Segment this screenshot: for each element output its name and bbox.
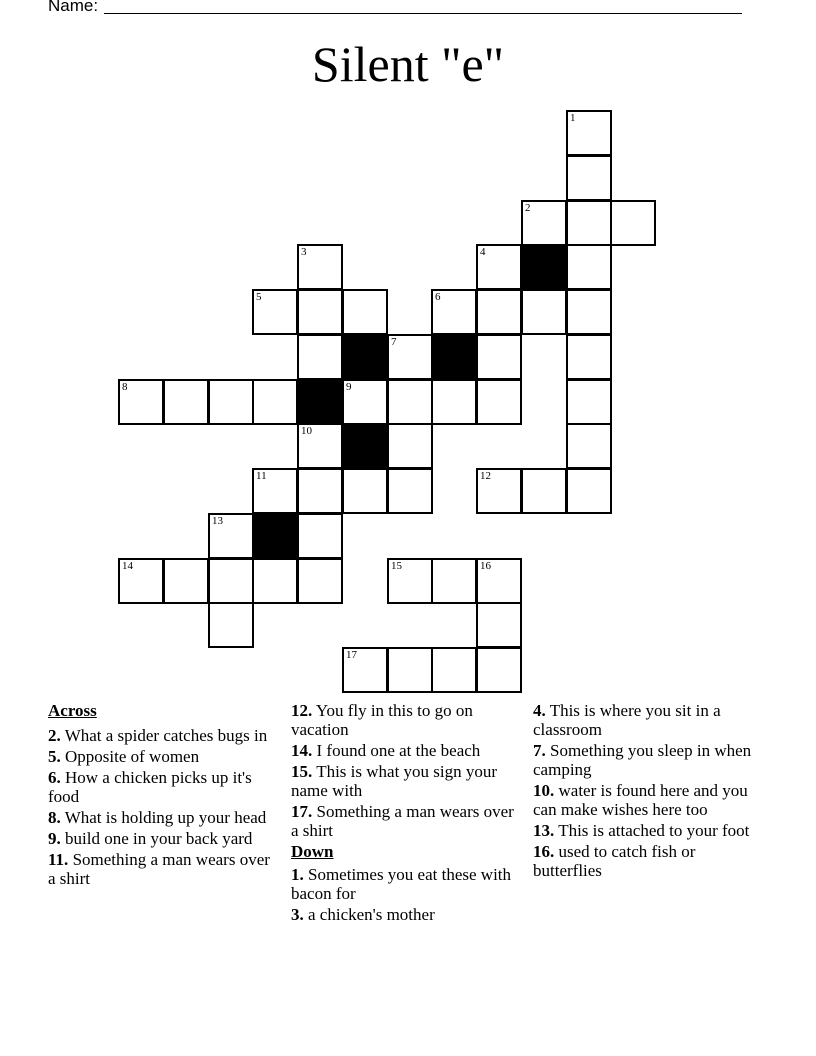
clue-number: 3.	[291, 905, 304, 924]
clue-text: I found one at the beach	[312, 741, 481, 760]
crossword-cell[interactable]	[297, 513, 343, 559]
clue-number: 11	[256, 470, 267, 482]
clue-text: This is where you sit in a classroom	[533, 701, 721, 739]
clue-item	[533, 741, 759, 779]
crossword-cell[interactable]	[476, 558, 522, 604]
black-square	[431, 334, 477, 380]
crossword-cell[interactable]	[566, 200, 612, 246]
clue-number: 10.	[533, 781, 555, 800]
clue-number: 17	[346, 649, 357, 661]
crossword-cell[interactable]	[566, 334, 612, 380]
clue-number: 1	[570, 112, 576, 124]
clue-number: 6.	[48, 768, 61, 787]
clue-number: 11.	[48, 850, 69, 869]
black-square	[297, 379, 343, 425]
clue-number: 16.	[533, 842, 555, 861]
clue-text: water is found here and you can make wishes here too	[533, 781, 748, 819]
crossword-cell[interactable]	[566, 423, 612, 469]
clue-text: How a chicken picks up it's food	[48, 768, 252, 806]
clues-column-1	[48, 701, 274, 890]
crossword-cell[interactable]	[476, 334, 522, 380]
crossword-cell[interactable]	[521, 468, 567, 514]
crossword-cell[interactable]	[431, 379, 477, 425]
clue-number: 12.	[291, 701, 313, 720]
crossword-cell[interactable]	[566, 155, 612, 201]
black-square	[342, 423, 388, 469]
clue-number: 8.	[48, 808, 61, 827]
crossword-cell[interactable]	[387, 379, 433, 425]
crossword-cell[interactable]	[431, 647, 477, 693]
clue-text: You fly in this to go on vacation	[291, 701, 473, 739]
crossword-cell[interactable]	[431, 558, 477, 604]
crossword-cell[interactable]	[431, 289, 477, 335]
clue-number: 4.	[533, 701, 546, 720]
crossword-cell[interactable]	[476, 647, 522, 693]
down-clue-list	[291, 865, 517, 924]
down-clue-list-continued	[533, 701, 759, 880]
clue-item	[291, 802, 517, 840]
across-clue-list	[48, 726, 274, 888]
clue-text: This is what you sign your name with	[291, 762, 498, 800]
clue-number: 12	[480, 470, 491, 482]
clue-item	[533, 821, 759, 840]
clue-number: 2.	[48, 726, 61, 745]
crossword-cell[interactable]	[163, 558, 209, 604]
page-title: Silent "e"	[311, 36, 505, 92]
crossword-cell[interactable]	[342, 289, 388, 335]
clue-text: Something a man wears over a shirt	[291, 802, 514, 840]
crossword-cell[interactable]	[342, 468, 388, 514]
clue-item	[48, 808, 274, 827]
crossword-cell[interactable]	[566, 468, 612, 514]
crossword-cell[interactable]	[521, 200, 567, 246]
crossword-cell[interactable]	[252, 468, 298, 514]
clue-number: 17.	[291, 802, 313, 821]
crossword-cell[interactable]	[118, 379, 164, 425]
clue-number: 10	[301, 425, 312, 437]
clue-text: Something you sleep in when camping	[533, 741, 752, 779]
crossword-cell[interactable]	[566, 244, 612, 290]
crossword-cell[interactable]	[252, 379, 298, 425]
clue-item	[533, 701, 759, 739]
clue-number: 5.	[48, 747, 61, 766]
clue-number: 2	[525, 202, 531, 214]
crossword-cell[interactable]	[208, 513, 254, 559]
clue-number: 14.	[291, 741, 313, 760]
clue-text: What a spider catches bugs in	[60, 726, 268, 745]
crossword-cell[interactable]	[297, 289, 343, 335]
clue-number: 3	[301, 246, 307, 258]
clue-text: Sometimes you eat these with bacon for	[291, 865, 512, 903]
clue-item	[48, 829, 274, 848]
crossword-cell[interactable]	[387, 558, 433, 604]
crossword-cell[interactable]	[476, 289, 522, 335]
clue-item	[291, 865, 517, 903]
crossword-cell[interactable]	[387, 334, 433, 380]
name-underline[interactable]	[104, 0, 742, 14]
crossword-cell[interactable]	[566, 379, 612, 425]
crossword-cell[interactable]	[297, 244, 343, 290]
crossword-cell[interactable]	[208, 379, 254, 425]
black-square	[521, 244, 567, 290]
crossword-cell[interactable]	[297, 468, 343, 514]
crossword-cell[interactable]	[208, 558, 254, 604]
down-heading: Down	[291, 842, 334, 861]
crossword-cell[interactable]	[476, 379, 522, 425]
black-square	[252, 513, 298, 559]
crossword-cell[interactable]	[252, 289, 298, 335]
clues-column-2	[291, 701, 517, 926]
clue-item	[48, 768, 274, 806]
clue-number: 8	[122, 381, 128, 393]
crossword-cell[interactable]	[387, 423, 433, 469]
clue-number: 4	[480, 246, 486, 258]
crossword-cell[interactable]	[297, 334, 343, 380]
name-field[interactable]	[48, 0, 742, 16]
clue-item	[291, 701, 517, 739]
clue-text: Opposite of women	[60, 747, 200, 766]
name-label: Name:	[48, 0, 99, 15]
clue-item	[291, 741, 517, 760]
crossword-cell[interactable]	[342, 379, 388, 425]
crossword-cell[interactable]	[118, 558, 164, 604]
clue-number: 15.	[291, 762, 313, 781]
black-square	[342, 334, 388, 380]
clue-text: build one in your back yard	[60, 829, 253, 848]
clue-number: 14	[122, 560, 133, 572]
clue-number: 9.	[48, 829, 61, 848]
crossword-cell[interactable]	[476, 602, 522, 648]
clue-text: used to catch fish or butterflies	[533, 842, 696, 880]
clue-number: 9	[346, 381, 352, 393]
clue-number: 13	[212, 515, 223, 527]
clue-item	[48, 747, 274, 766]
clue-text: This is attached to your foot	[554, 821, 750, 840]
crossword-cell[interactable]	[566, 289, 612, 335]
clue-text: a chicken's mother	[303, 905, 435, 924]
crossword-cell[interactable]	[476, 468, 522, 514]
clue-item	[48, 726, 274, 745]
crossword-cell[interactable]	[566, 110, 612, 156]
clue-number: 13.	[533, 821, 555, 840]
across-clue-list-continued	[291, 701, 517, 840]
crossword-cell[interactable]	[252, 558, 298, 604]
crossword-cell[interactable]	[610, 200, 656, 246]
clue-number: 5	[256, 291, 262, 303]
clue-number: 1.	[291, 865, 304, 884]
clue-number: 15	[391, 560, 402, 572]
clue-text: Something a man wears over a shirt	[48, 850, 270, 888]
clue-number: 6	[435, 291, 441, 303]
crossword-cell[interactable]	[208, 602, 254, 648]
crossword-cell[interactable]	[387, 647, 433, 693]
crossword-cell[interactable]	[342, 647, 388, 693]
across-heading: Across	[48, 701, 97, 720]
crossword-cell[interactable]	[297, 558, 343, 604]
crossword-cell[interactable]	[297, 423, 343, 469]
clue-number: 7	[391, 336, 397, 348]
clue-number: 7.	[533, 741, 546, 760]
clue-number: 16	[480, 560, 491, 572]
crossword-cell[interactable]	[521, 289, 567, 335]
clue-text: What is holding up your head	[60, 808, 267, 827]
clue-item	[291, 762, 517, 800]
crossword-cell[interactable]	[387, 468, 433, 514]
crossword-cell[interactable]	[476, 244, 522, 290]
clue-item	[533, 842, 759, 880]
crossword-cell[interactable]	[163, 379, 209, 425]
clue-item	[533, 781, 759, 819]
clues-column-3	[533, 701, 759, 882]
clue-item	[48, 850, 274, 888]
clue-item	[291, 905, 517, 924]
